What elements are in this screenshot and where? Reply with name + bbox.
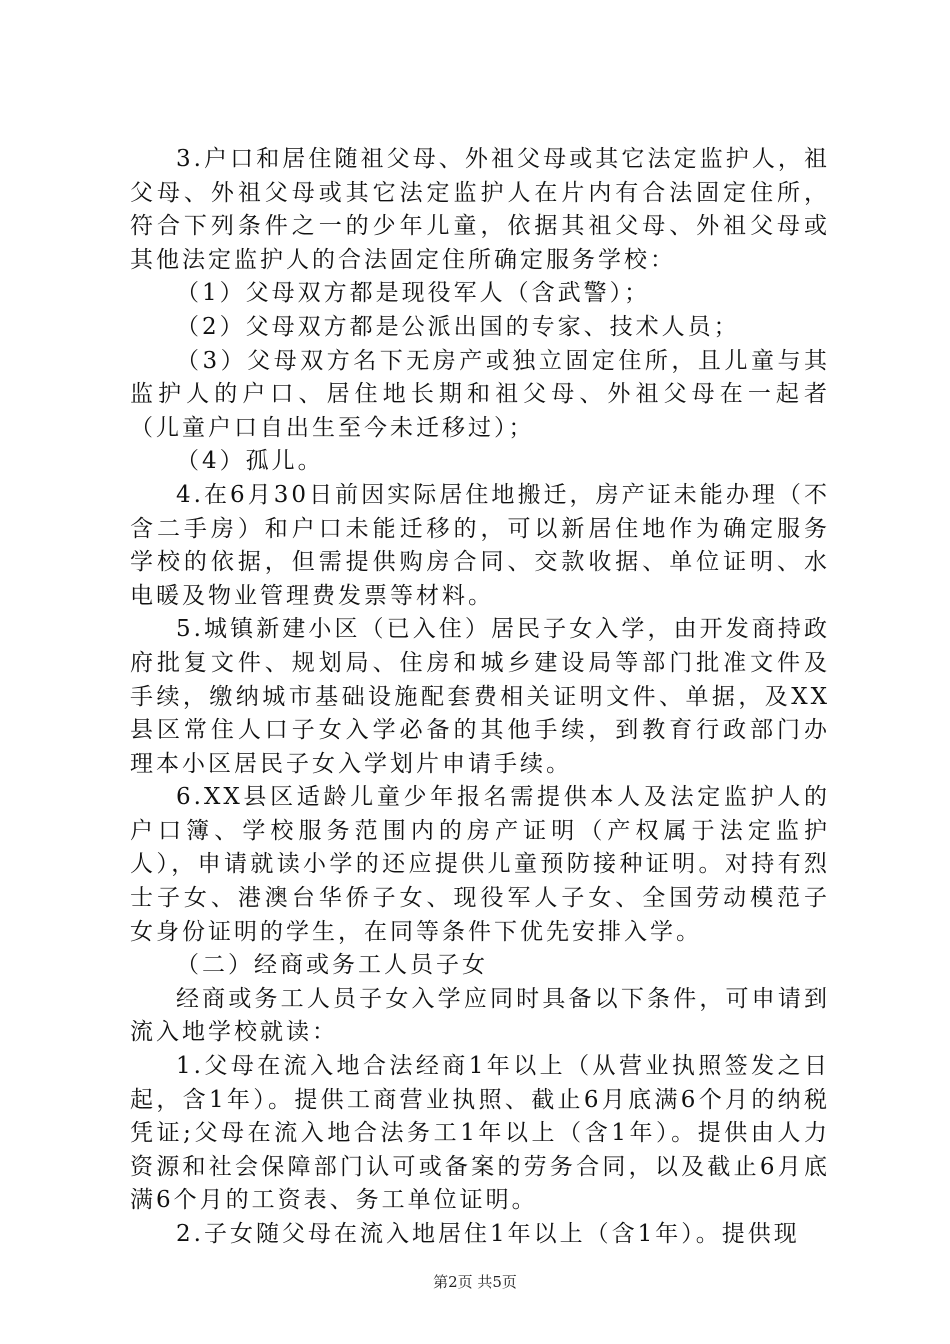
paragraph-item-4: 4.在6月30日前因实际居住地搬迁，房产证未能办理（不含二手房）和户口未能迁移的，可以新居住地作为确定服务学校的依据，但需提供购房合同、交款收据、单位证明、水电暖及物业管理费发票等材料。 — [130, 481, 830, 609]
paragraph-intro: 经商或务工人员子女入学应同时具备以下条件，可申请到流入地学校就读： — [130, 985, 830, 1046]
paragraph-condition-3: （3）父母双方名下无房产或独立固定住所，且儿童与其监护人的户口、居住地长期和祖父母、外祖父母在一起者（儿童户口自出生至今未迁移过）； — [130, 347, 830, 441]
document-body — [130, 143, 830, 1252]
paragraph-condition-4: （4）孤儿。 — [176, 448, 324, 475]
paragraph-item-6: 6.XX县区适龄儿童少年报名需提供本人及法定监护人的户口簿、学校服务范围内的房产证明（产权属于法定监护人），申请就读小学的还应提供儿童预防接种证明。对持有烈士子女、港澳台华侨子女、现役军人子女、全国劳动模范子女身份证明的学生，在同等条件下优先安排入学。 — [130, 784, 830, 945]
section-heading: （二）经商或务工人员子女 — [176, 952, 488, 979]
paragraph-requirement-2: 2.子女随父母在流入地居住1年以上（含1年）。提供现 — [176, 1221, 800, 1247]
paragraph-condition-1: （1）父母双方都是现役军人（含武警）； — [176, 280, 651, 307]
paragraph-condition-2: （2）父母双方都是公派出国的专家、技术人员； — [176, 313, 740, 340]
paragraph-item-3: 3.户口和居住随祖父母、外祖父母或其它法定监护人，祖父母、外祖父母或其它法定监护人在片内有合法固定住所，符合下列条件之一的少年儿童，依据其祖父母、外祖父母或其他法定监护人的合法固定住所确定服务学校： — [130, 146, 830, 273]
paragraph-requirement-1: 1.父母在流入地合法经商1年以上（从营业执照签发之日起，含1年）。提供工商营业执照、截止6月底满6个月的纳税凭证;父母在流入地合法务工1年以上（含1年）。提供由人力资源和社会保障部门认可或备案的劳务合同，以及截止6月底满6个月的工资表、务工单位证明。 — [130, 1053, 830, 1214]
page-number-footer: 第2页 共5页 — [433, 1273, 517, 1291]
paragraph-item-5: 5.城镇新建小区（已入住）居民子女入学，由开发商持政府批复文件、规划局、住房和城乡建设局等部门批准文件及手续，缴纳城市基础设施配套费相关证明文件、单据，及XX县区常住人口子女入学必备的其他手续，到教育行政部门办理本小区居民子女入学划片申请手续。 — [130, 616, 830, 777]
